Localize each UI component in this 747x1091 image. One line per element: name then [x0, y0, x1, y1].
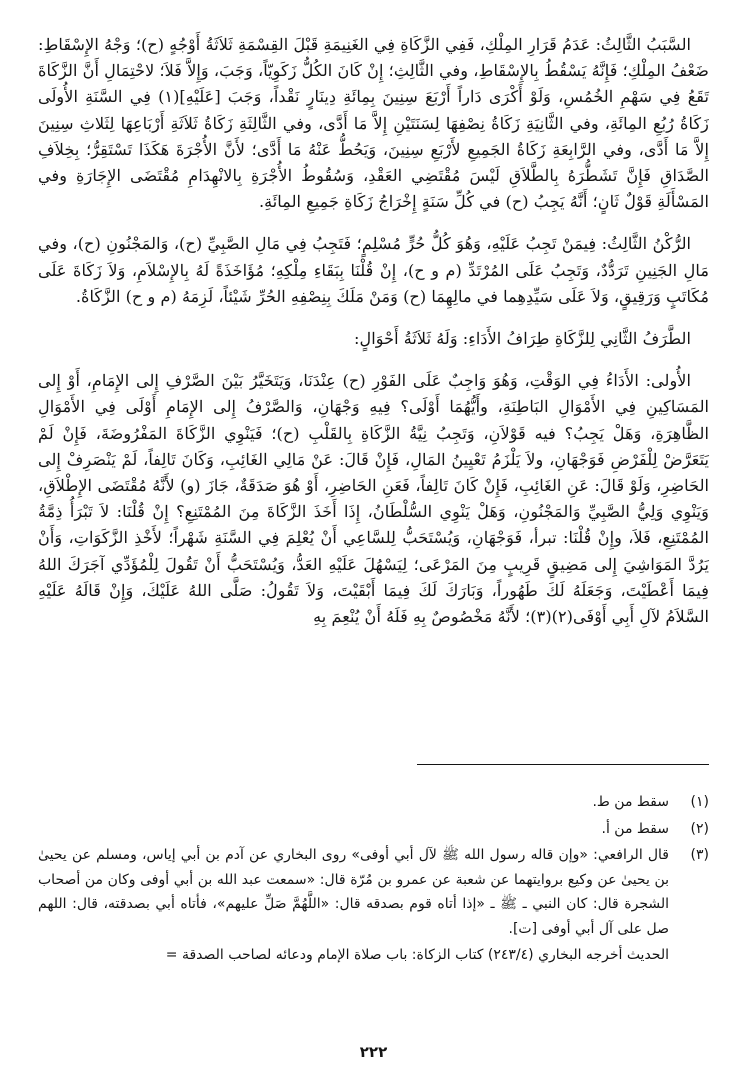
footnote-item — [38, 817, 709, 842]
footnote-number: (٣) — [690, 847, 709, 863]
footnote-number: (١) — [690, 794, 709, 810]
paragraph-third-pillar: الرُّكْنُ الثَّالِثُ: فِيمَنْ تَجِبُ عَلَيْهِ، وَهُوَ كُلُّ حُرٍّ مُسْلِمٍ؛ فَتَجِبُ فِي مَالِ الصَّبِيِّ (ح)، وَالمَجْنُونِ (ح)، وفي مَالِ الجَنِينِ تَرَدُّدٌ، وَتَجِبُ عَلَى المُرْتَدِّ (م و ح)، إِنْ قُلْنَا بِبَقَاءِ مِلْكِهِ؛ مُؤَاخَذَةً لَهُ بِالإِسْلاَمِ، وَلاَ زَكَاةَ عَلَى مُكَاتَبٍ وَرَقِيقٍ، وَلاَ عَلَى سَيِّدِهِما في مالِهِمَا (ح) وَمَنْ مَلَكَ بِنِصْفِهِ الحُرِّ شَيْئاً، لَزِمَهُ (م و ح) الزَّكَاةُ. — [38, 234, 709, 306]
paragraph-third-cause: السَّبَبُ الثَّالِثُ: عَدَمُ قَرَارِ المِلْكِ، فَفِي الزَّكَاةِ فِي الغَنِيمَةِ قَبْلَ القِسْمَةِ ثَلاَثَةُ أَوْجُهٍ (ح)؛ وَجْهُ الإِسْقَاطِ: ضَعْفُ المِلْكِ؛ فَإِنَّهُ يَسْقُطُ بِالإِسْقَاطِ، وفي الثَّالِثِ؛ إِنْ كَانَ الكُلُّ زَكَوِيّاً، وَجَبَ، وَإِلاَّ فَلاَ؛ لاحْتِمَالِ أَنَّ الزَّكَاةَ تَقَعُ فِي سَهْمِ الخُمُسِ، وَلَوْ أَكْرَى دَاراً أَرْبَعَ سِنِينَ بِمِائَةِ دِينَارٍ نَقْداً، وَجَبَ [عَلَيْهِ](١) فِي السَّنَةِ الأُولَى زَكَاةُ رُبُعِ المِائَةِ، وفي الثَّانِيَةِ زَكَاةُ نِصْفِهَا لِسَنَتَيْنِ إِلاَّ مَا أَدَّى، وفي الثَّالِثَةِ زَكَاةُ ثَلاَثَةِ أَرْبَاعِهَا لِثَلاثِ سِنِينَ إِلاَّ مَا أَدَّى، وفي الرَّابِعَةِ زَكَاةُ الجَمِيعِ لأَرْبَعِ سِنِينَ، وَيَحُطُّ عَنْهُ مَا أَدَّى؛ لأَنَّ الأُجْرَةَ هَكَذَا تَسْتَقِرُّ؛ بِخِلاَفِ الصَّدَاقِ فَإِنَّ تَشَطُّرَهُ بِالطَّلاَقِ لَيْسَ مُقْتَضِي العَقْدِ، وَسُقُوطُ الأُجْرَةِ بِالانْهِدَامِ مُقْتَضَى الإِجَارَةِ وفي المَسْأَلَةِ قَوْلٌ ثَانٍ؛ أَنَّهُ يَجِبُ (ح) في كُلِّ سَنَةٍ إِخْرَاجُ زَكَاةِ جَمِيعِ المِائَةِ. — [38, 35, 710, 212]
footnote-text: سقط من ط. — [592, 794, 669, 810]
main-text — [38, 32, 709, 646]
footnote-text: سقط من أ. — [601, 820, 669, 837]
footnote-item — [38, 843, 709, 941]
footnote-text: الحديث أخرجه البخاري (٢٤٣/٤) كتاب الزكاة: باب صلاة الإمام ودعائه لصاحب الصدقة = — [165, 947, 669, 963]
footnote-continuation — [38, 943, 709, 968]
section-heading: الطَّرَفُ الثَّانِي لِلزَّكَاةِ طِرَافُ الأَدَاءِ: وَلَهُ ثَلاَثَةُ أَحْوَالٍ: — [354, 329, 691, 349]
footnote-number: (٢) — [690, 820, 709, 837]
paragraph-first-state: الأُولى: الأَدَاءُ فِي الوَقْتِ، وَهُوَ وَاجِبٌ عَلَى الفَوْرِ (ح) عِنْدَنَا، وَيَتَخَيَّرُ بَيْنَ الصَّرْفِ إِلى الإِمَامِ، أَوْ إِلى المَسَاكِينِ فِي الأَمْوَالِ البَاطِنَةِ، وأَيُّهُمَا أَوْلَى؟ فِيهِ وَجْهَانِ، وَالصَّرْفُ إِلى الإِمَامِ أَوْلَى فِي الأَمْوَالِ الظَّاهِرَةِ، وَهَلْ يَجِبُ؟ فيه قَوْلاَنِ، وَتَجِبُ نِيَّةُ الزَّكَاةِ بِالقَلْبِ (ح)؛ فَيَنْوِي الزَّكَاةَ المَفْرُوضَةَ، فَإِنْ لَمْ يَتَعَرَّضْ لِلْفَرْضِ فَوَجْهَانِ، ولاَ يَلْزَمُ تَعْيِينُ المَالِ، فَإِنْ قَالَ: عَنْ مَالِي الغَائِبِ، وَكَانَ تَالِفاً، لَمْ يَنْصَرِفْ إِلى الحَاضِرِ، وَلَوْ قَالَ: عَنِ الغَائِبِ، فَإِنْ كَانَ تَالِفاً، فَعَنِ الحَاضِرِ، أَوْ هُوَ صَدَقَةٌ، جَازَ (و) لأَنَّهُ مُقْتَضَى الإِطْلاَقِ، وَيَنْوِي وَلِيُّ الصَّبِيِّ وَالمَجْنُونِ، وَهَلْ يَنْوِي السُّلْطَانُ، إِذَا أَخَذَ الزَّكَاةَ مِنَ المُمْتَنِعِ؟ إِنْ قُلْنَا: لاَ تَبْرَأُ ذِمَّةُ المُمْتَنِعِ، فَلاَ، وإِنْ قُلْنَا: تبرأ، فَوَجْهَانِ، وَيُسْتَحَبُّ لِلسَّاعِي أَنْ يُعْلِمَ فِي السَّنَةِ شَهْراً؛ لأَخْذِ الزَّكَوَاتِ، وَأَنْ يَرُدَّ المَوَاشِيَ إِلى مَضِيقٍ قَرِيبٍ مِنَ المَرْعَى؛ لِيَسْهُلَ عَلَيْهِ العَدُّ، وَيُسْتَحَبُّ أَنْ تَقُولَ لِلْمُؤَدِّي آجَرَكَ اللهُ فِيمَا أَعْطَيْتَ، وَجَعَلَهُ لَكَ طَهُوراً، وَبَارَكَ لَكَ فِيمَا أَبْقَيْتَ، وَلاَ تَقُولُ: صَلَّى اللهُ عَلَيْكَ، وَإِنْ قَالَهُ عَلَيْهِ السَّلاَمُ لآلِ أَبِي أَوْفَى(٢)(٣)؛ لأَنَّهُ مَخْصُوصٌ بِهِ فَلَهُ أَنْ يُنْعِمَ بِهِ — [38, 371, 709, 627]
footnotes — [38, 790, 709, 970]
page-number: ٢٢٢ — [359, 1043, 388, 1061]
footnote-item — [38, 790, 709, 815]
footnote-text: قال الرافعي: «وإن قاله رسول الله ﷺ لآل أبي أوفى» روى البخاري عن آدم بن أبي إياس، ومسلم عن يحيىٰ بن يحيىٰ عن وكيع بروايتهما عن شعبة عن عمرو بن مُرّة قال: «سمعت عبد الله بن أبي أوفى وكان من أصحاب الشجرة قال: كان النبي ـ ﷺ ـ «إذا أتاه قوم بصدقه قال: «اللَّهُمَّ صَلِّ عليهم»، فأتاه أبي بصدقته، قال: اللهم صل على آل أبي أوفى [ت]. — [38, 847, 669, 937]
footnote-separator — [417, 764, 709, 765]
